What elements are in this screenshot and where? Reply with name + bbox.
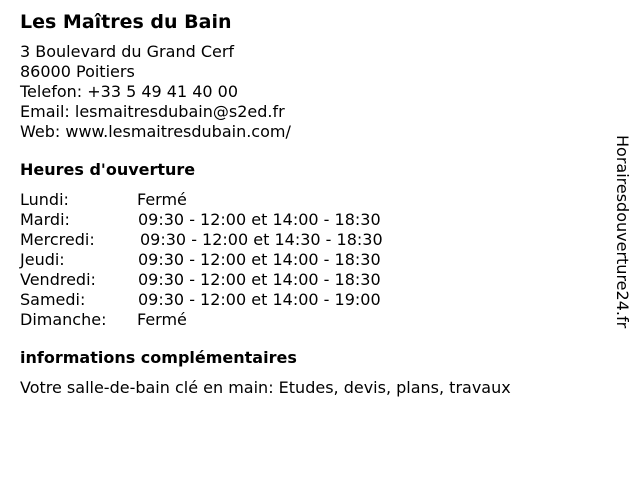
hours-row-mardi — [20, 210, 600, 230]
day-label: Lundi: — [20, 190, 69, 209]
day-label: Vendredi: — [20, 270, 96, 289]
hours-heading: Heures d'ouverture — [20, 160, 196, 179]
address-city: 86000 Poitiers — [20, 62, 135, 81]
business-card — [20, 10, 600, 398]
hours-row-jeudi — [20, 250, 600, 270]
hours-row-vendredi — [20, 270, 600, 290]
phone-line: Telefon: +33 5 49 41 40 00 — [20, 82, 239, 101]
site-watermark: Horairesdouverture24.fr — [613, 135, 632, 329]
address-street: 3 Boulevard du Grand Cerf — [20, 42, 235, 61]
time-value: Fermé — [137, 310, 187, 329]
info-heading: informations complémentaires — [20, 348, 297, 367]
time-value: 09:30 - 12:00 et 14:00 - 19:00 — [138, 290, 381, 309]
business-name: Les Maîtres du Bain — [20, 11, 232, 33]
time-value: 09:30 - 12:00 et 14:00 - 18:30 — [138, 250, 381, 269]
time-value: Fermé — [137, 190, 187, 209]
day-label: Jeudi: — [20, 250, 65, 269]
hours-row-mercredi — [20, 230, 600, 250]
web-line: Web: www.lesmaitresdubain.com/ — [20, 122, 291, 141]
day-label: Mardi: — [20, 210, 70, 229]
hours-row-samedi — [20, 290, 600, 310]
time-value: 09:30 - 12:00 et 14:00 - 18:30 — [138, 210, 381, 229]
day-label: Dimanche: — [20, 310, 107, 329]
day-label: Mercredi: — [20, 230, 95, 249]
hours-row-dimanche — [20, 310, 600, 330]
hours-table — [20, 190, 600, 330]
time-value: 09:30 - 12:00 et 14:30 - 18:30 — [140, 230, 383, 249]
info-text: Votre salle-de-bain clé en main: Etudes, devis, plans, travaux — [20, 378, 511, 397]
hours-row-lundi — [20, 190, 600, 210]
contact-block — [20, 42, 600, 142]
email-line: Email: lesmaitresdubain@s2ed.fr — [20, 102, 285, 121]
day-label: Samedi: — [20, 290, 86, 309]
time-value: 09:30 - 12:00 et 14:00 - 18:30 — [138, 270, 381, 289]
